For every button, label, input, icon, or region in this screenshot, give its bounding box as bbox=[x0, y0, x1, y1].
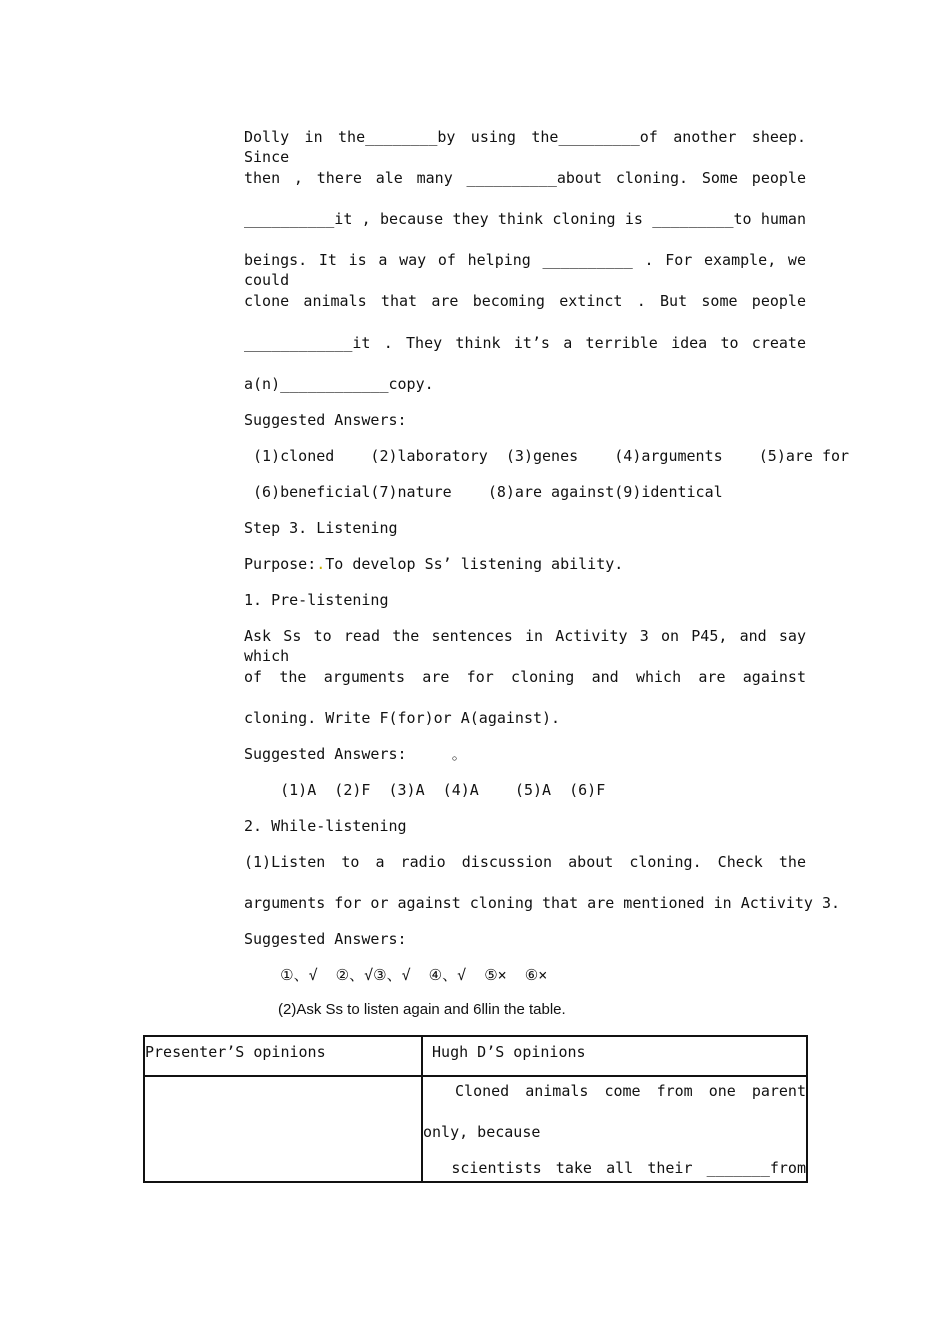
paragraph-line-5: clone animals that are becoming extinct . But some people bbox=[244, 292, 806, 310]
purpose-line bbox=[244, 554, 806, 574]
suggested-answers-row-2: (6)beneficial(7)nature (8)are against(9)identical bbox=[244, 483, 723, 501]
purpose-text: To develop Ss’ listening ability. bbox=[325, 555, 624, 573]
table-cell-presenter bbox=[144, 1076, 422, 1182]
hugh-header-text: Hugh D’S opinions bbox=[423, 1043, 586, 1061]
while-listening-task-2: (2)Ask Ss to listen again and 6llin the table. bbox=[278, 1001, 566, 1018]
suggested-answers-row-1: (1)cloned (2)laboratory (3)genes (4)arguments (5)are for bbox=[244, 447, 850, 465]
table-header-hugh bbox=[422, 1036, 807, 1076]
paragraph-line-7: a(n)____________copy. bbox=[244, 375, 434, 393]
while-listening-line-2: arguments for or against cloning that are mentioned in Activity 3. bbox=[244, 894, 841, 912]
presenter-header-text: Presenter’S opinions bbox=[145, 1043, 326, 1061]
while-listening-heading: 2. While-listening bbox=[244, 817, 407, 835]
bullet-dot-icon: . bbox=[316, 555, 326, 573]
table-header-row bbox=[144, 1036, 807, 1076]
paragraph-line-2: then , there ale many __________about cloning. Some people bbox=[244, 169, 806, 187]
while-listening-answers-heading: Suggested Answers: bbox=[244, 930, 407, 948]
pre-listening-line-1: Ask Ss to read the sentences in Activity 3 on P45, and say which bbox=[244, 627, 806, 665]
hugh-cell-line-1: Cloned animals come from one parent bbox=[423, 1082, 806, 1100]
pre-listening-heading: 1. Pre-listening bbox=[244, 591, 389, 609]
while-listening-line-1: (1)Listen to a radio discussion about cloning. Check the bbox=[244, 853, 806, 871]
hugh-cell-line-3: scientists take all their _______from bbox=[423, 1159, 806, 1177]
table-header-presenter bbox=[144, 1036, 422, 1076]
table-cell-hugh bbox=[422, 1076, 807, 1182]
paragraph-line-6: ____________it . They think it’s a terrible idea to create bbox=[244, 334, 806, 352]
paragraph-line-3: __________it , because they think cloning is _________to human bbox=[244, 210, 806, 228]
hugh-cell-line-2: only, because bbox=[423, 1123, 541, 1141]
pre-listening-line-3: cloning. Write F(for)or A(against). bbox=[244, 709, 561, 727]
while-listening-answers: ①、√ ②、√③、√ ④、√ ⑤× ⑥× bbox=[244, 966, 548, 984]
pre-listening-answers-heading: Suggested Answers: 。 bbox=[244, 745, 467, 763]
table-row bbox=[144, 1076, 807, 1182]
purpose-label: Purpose: bbox=[244, 555, 317, 573]
opinions-table bbox=[143, 1035, 808, 1183]
step-heading: Step 3. Listening bbox=[244, 519, 398, 537]
paragraph-line-4: beings. It is a way of helping __________ . For example, we could bbox=[244, 251, 806, 289]
suggested-answers-heading: Suggested Answers: bbox=[244, 411, 407, 429]
paragraph-line-1: Dolly in the________by using the_________of another sheep. Since bbox=[244, 128, 806, 166]
pre-listening-answers: (1)A (2)F (3)A (4)A (5)A (6)F bbox=[244, 781, 606, 799]
pre-listening-line-2: of the arguments are for cloning and which are against bbox=[244, 668, 806, 686]
